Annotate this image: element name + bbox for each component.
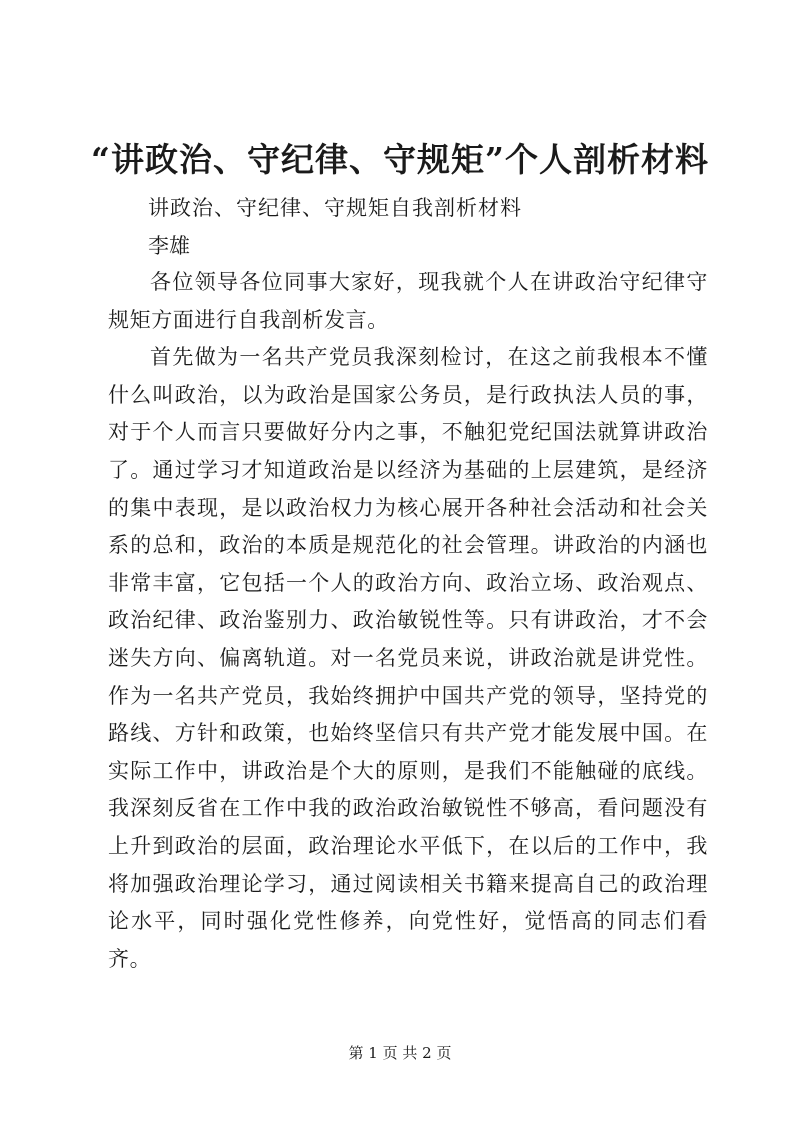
paragraph: 各位领导各位同事大家好，现我就个人在讲政治守纪律守规矩方面进行自我剖析发言。: [108, 270, 708, 332]
document-title: “讲政治、守纪律、守规矩”个人剖析材料: [91, 140, 709, 179]
document-author: 李雄: [148, 234, 190, 258]
paragraph: 首先做为一名共产党员我深刻检讨，在这之前我根本不懂什么叫政治，以为政治是国家公务员，是行政执法人员的事，对于个人而言只要做好分内之事，不触犯党纪国法就算讲政治了。通过学习才知道政治是以经济为基础的上层建筑，是经济的集中表现，是以政治权力为核心展开各种社会活动和社会关系的总和，政治的本质是规范化的社会管理。讲政治的内涵也非常丰富，它包括一个人的政治方向、政治立场、政治观点、政治纪律、政治鉴别力、政治敏锐性等。只有讲政治，才不会迷失方向、偏离轨道。对一名党员来说，讲政治就是讲党性。作为一名共产党员，我始终拥护中国共产党的领导，坚持党的路线、方针和政策，也始终坚信只有共产党才能发展中国。在实际工作中，讲政治是个大的原则，是我们不能触碰的底线。我深刻反省在工作中我的政治政治敏锐性不够高，看问题没有上升到政治的层面，政治理论水平低下，在以后的工作中，我将加强政治理论学习，通过阅读相关书籍来提高自己的政治理论水平，同时强化党性修养，向党性好，觉悟高的同志们看齐。: [108, 345, 708, 971]
document-body: [108, 264, 708, 978]
page-number-footer: 第 1 页 共 2 页: [348, 1044, 452, 1062]
document-subtitle: 讲政治、守纪律、守规矩自我剖析材料: [148, 196, 522, 220]
